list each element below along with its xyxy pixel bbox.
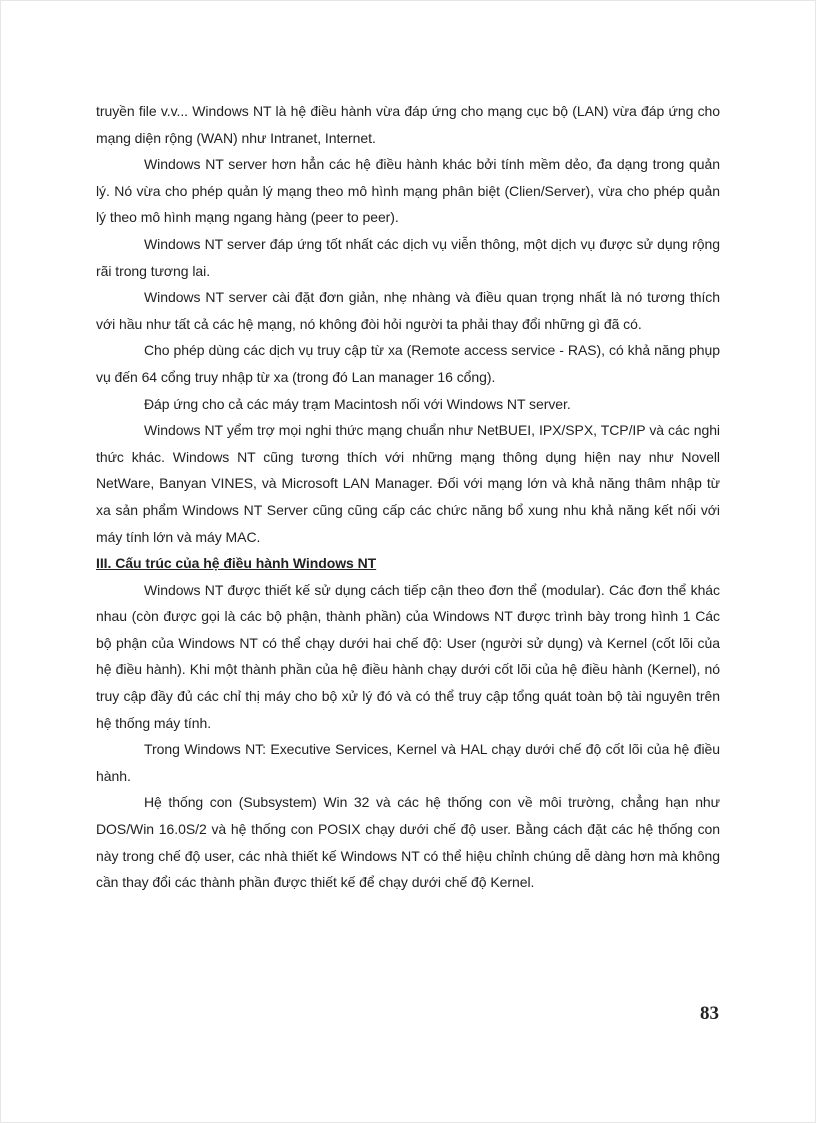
paragraph-macintosh: Đáp ứng cho cả các máy trạm Macintosh nối với Windows NT server.	[144, 395, 571, 412]
page-number: 83	[700, 1003, 719, 1024]
paragraph-kernel-mode: Trong Windows NT: Executive Services, Kernel và HAL chạy dưới chế độ cốt lõi của hệ điều hành.	[96, 741, 720, 784]
paragraph-installation: Windows NT server cài đặt đơn giản, nhẹ nhàng và điều quan trọng nhất là nó tương thích với hầu như tất cả các hệ mạng, nó không đòi hỏi người ta phải thay đổi những gì đã có.	[96, 289, 720, 332]
section-heading: III. Cấu trúc của hệ điều hành Windows NT	[96, 555, 377, 572]
paragraph-telecom: Windows NT server đáp ứng tốt nhất các dịch vụ viễn thông, một dịch vụ được sử dụng rộng rãi trong tương lai.	[96, 235, 720, 279]
paragraph-flexibility: Windows NT server hơn hẳn các hệ điều hành khác bởi tính mềm dẻo, đa dạng trong quản lý. Nó vừa cho phép quản lý mạng theo mô hình mạng phân biệt (Clien/Server), vừa cho phép quản lý theo mô hình mạng ngang hàng (peer to peer).	[96, 156, 720, 226]
paragraph-modular-design: Windows NT được thiết kế sử dụng cách tiếp cận theo đơn thể (modular). Các đơn thể khác nhau (còn được gọi là các bộ phận, thành phần) của Windows NT được trình bày trong hình 1 Các bộ phận của Windows NT có thể chạy dưới hai chế độ: User (người sử dụng) và Kernel (cốt lõi của hệ điều hành). Khi một thành phần của hệ điều hành chạy dưới cốt lõi của hệ điều hành (Kernel), nó truy cập đầy đủ các chỉ thị máy cho bộ xử lý đó và có thể truy cập tổng quát toàn bộ tài nguyên trên hệ thống máy tính.	[96, 581, 720, 731]
paragraph-user-mode: Hệ thống con (Subsystem) Win 32 và các hệ thống con về môi trường, chẳng hạn như DOS/Win 16.0S/2 và hệ thống con POSIX chạy dưới chế độ user. Bằng cách đặt các hệ thống con này trong chế độ user, các nhà thiết kế Windows NT có thể hiệu chỉnh chúng dễ dàng hơn mà không cần thay đổi các thành phần được thiết kế để chạy dưới chế độ Kernel.	[96, 794, 720, 891]
paragraph-continuation: truyền file v.v... Windows NT là hệ điều hành vừa đáp ứng cho mạng cục bộ (LAN) vừa đáp ứng cho mạng diện rộng (WAN) như Intranet, Internet.	[96, 103, 720, 146]
paragraph-remote-access: Cho phép dùng các dịch vụ truy cập từ xa (Remote access service - RAS), có khả năng phụp vụ đến 64 cổng truy nhập từ xa (trong đó Lan manager 16 cổng).	[96, 342, 720, 385]
document-body	[96, 98, 720, 896]
paragraph-protocols: Windows NT yểm trợ mọi nghi thức mạng chuẩn như NetBUEI, IPX/SPX, TCP/IP và các nghi thức khác. Windows NT cũng tương thích với những mạng thông dụng hiện nay như Novell NetWare, Banyan VINES, và Microsoft LAN Manager. Đối với mạng lớn và khả năng thâm nhập từ xa sản phẩm Windows NT Server cũng cũng cấp các chức năng bổ xung nhu khả năng kết nối với máy tính lớn và máy MAC.	[96, 422, 720, 545]
